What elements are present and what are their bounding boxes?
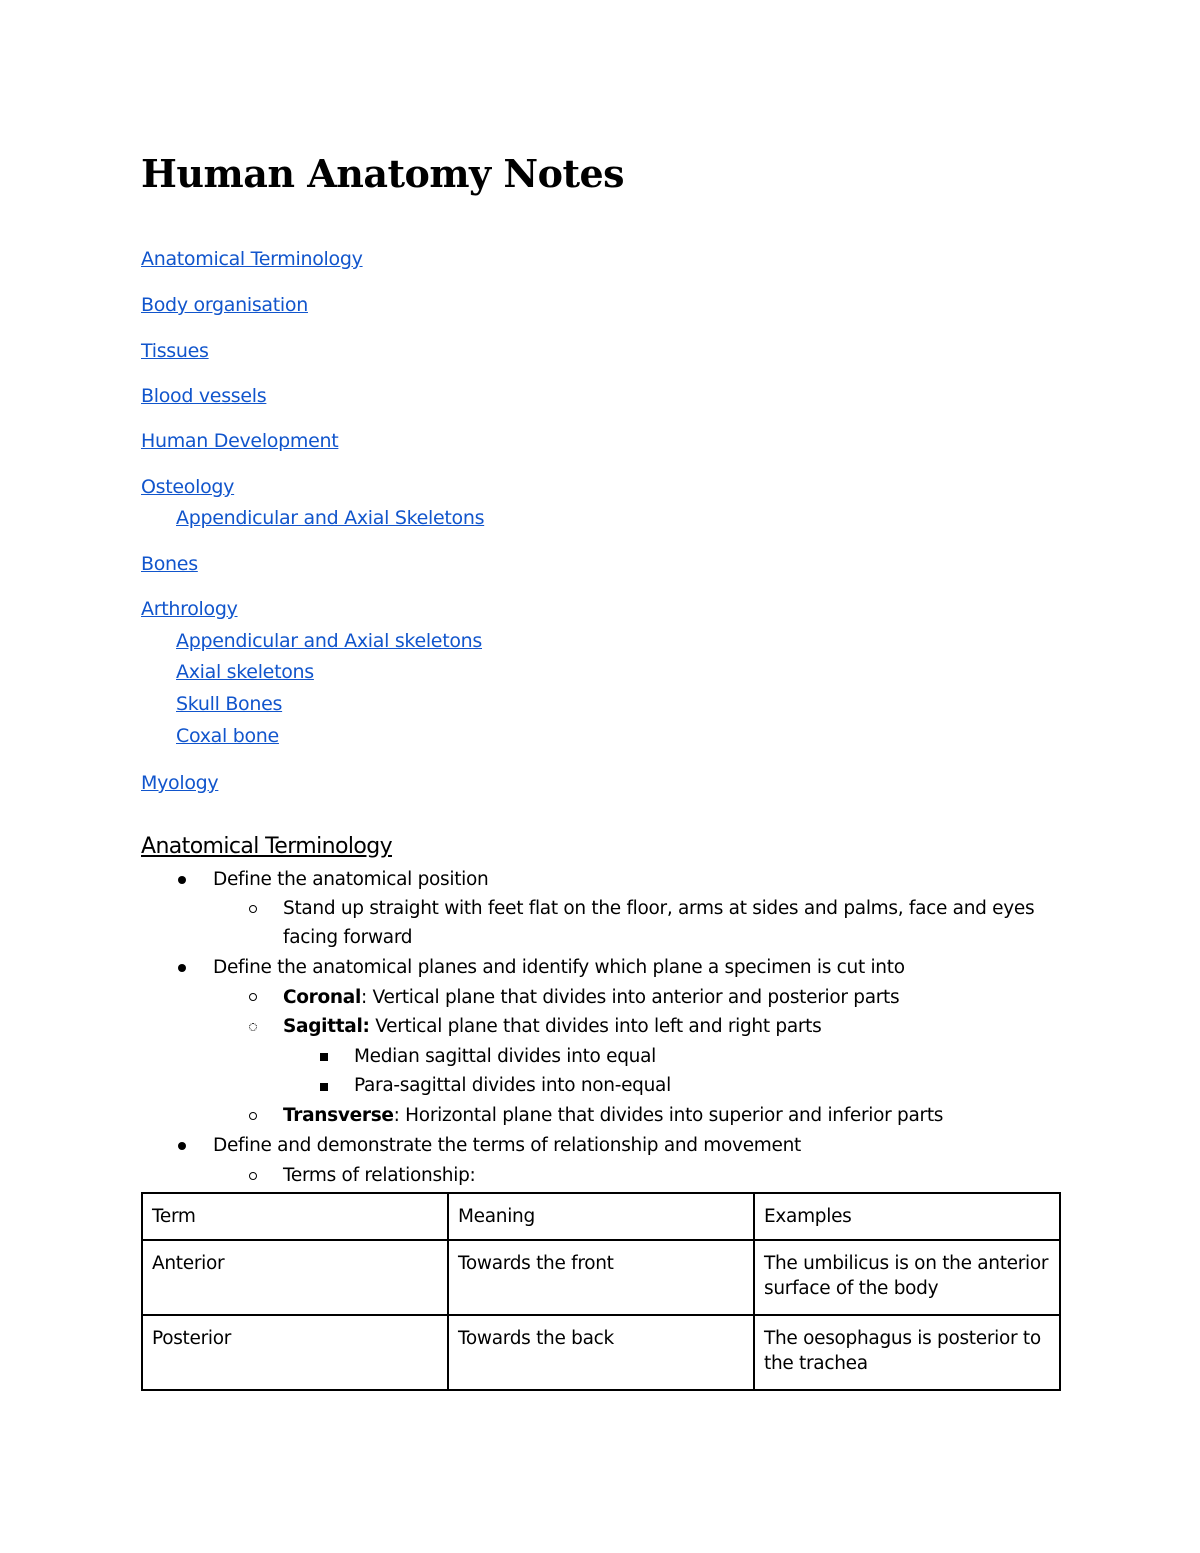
toc-link-human-development[interactable]: Human Development (141, 430, 339, 452)
document-title: Human Anatomy Notes (141, 151, 625, 196)
toc-link-skull-bones[interactable]: Skull Bones (176, 693, 283, 715)
list-item: Define the anatomical planes and identify which plane a specimen is cut into (213, 957, 905, 978)
list-item: Terms of relationship: (283, 1165, 476, 1186)
toc-link-tissues[interactable]: Tissues (141, 340, 209, 362)
toc-link-anatomical-terminology[interactable]: Anatomical Terminology (141, 248, 363, 270)
bullet-circle-icon (249, 905, 257, 913)
bullet-circle-icon (249, 1172, 257, 1180)
toc-link-appendicular-axial-skeletons[interactable]: Appendicular and Axial Skeletons (176, 507, 485, 529)
sagittal-description: Vertical plane that divides into left and right parts (369, 1016, 822, 1037)
section-heading: Anatomical Terminology (141, 834, 392, 859)
table-header-row (142, 1193, 1060, 1240)
sagittal-term: Sagittal: (283, 1016, 370, 1037)
table-header-cell: Examples (754, 1193, 1060, 1240)
transverse-description: : Horizontal plane that divides into superior and inferior parts (393, 1105, 944, 1126)
toc-link-appendicular-axial-skeletons-2[interactable]: Appendicular and Axial skeletons (176, 630, 483, 652)
bullet-disc-icon (178, 1142, 186, 1150)
toc-link-arthrology[interactable]: Arthrology (141, 598, 238, 620)
table-row (142, 1315, 1060, 1390)
toc-link-bones[interactable]: Bones (141, 553, 198, 575)
table-cell: Towards the back (448, 1315, 754, 1390)
list-item-sagittal (283, 1015, 821, 1039)
toc-link-blood-vessels[interactable]: Blood vessels (141, 385, 267, 407)
bullet-disc-icon (178, 876, 186, 884)
transverse-term: Transverse (283, 1105, 394, 1126)
table-cell: Anterior (142, 1240, 448, 1315)
terms-of-relationship-table (141, 1192, 1061, 1391)
bullet-circle-icon (249, 1112, 257, 1120)
table-header-cell: Term (142, 1193, 448, 1240)
table-cell: The umbilicus is on the anterior surface of the body (754, 1240, 1060, 1315)
toc-link-osteology[interactable]: Osteology (141, 476, 235, 498)
bullet-dotted-circle-icon (249, 1023, 257, 1031)
list-item-coronal (283, 986, 899, 1010)
list-item: Para-sagittal divides into non-equal (354, 1075, 671, 1096)
table-cell: Towards the front (448, 1240, 754, 1315)
table-cell: The oesophagus is posterior to the trachea (754, 1315, 1060, 1390)
table-cell: Posterior (142, 1315, 448, 1390)
toc-link-myology[interactable]: Myology (141, 772, 219, 794)
list-item: Define the anatomical position (213, 869, 489, 890)
table-header-cell: Meaning (448, 1193, 754, 1240)
list-item: Median sagittal divides into equal (354, 1046, 656, 1067)
list-item: Stand up straight with feet flat on the floor, arms at sides and palms, face and eyes (283, 898, 1035, 919)
bullet-circle-icon (249, 993, 257, 1001)
table-row (142, 1240, 1060, 1315)
list-item-transverse (283, 1104, 943, 1128)
toc-link-coxal-bone[interactable]: Coxal bone (176, 725, 279, 747)
toc-link-axial-skeletons[interactable]: Axial skeletons (176, 661, 314, 683)
bullet-square-icon (320, 1053, 328, 1061)
bullet-disc-icon (178, 964, 186, 972)
coronal-term: Coronal (283, 987, 362, 1008)
coronal-description: : Vertical plane that divides into anterior and posterior parts (361, 987, 900, 1008)
toc-link-body-organisation[interactable]: Body organisation (141, 294, 308, 316)
list-item-continuation: facing forward (283, 927, 413, 948)
list-item: Define and demonstrate the terms of relationship and movement (213, 1135, 801, 1156)
bullet-square-icon (320, 1083, 328, 1091)
